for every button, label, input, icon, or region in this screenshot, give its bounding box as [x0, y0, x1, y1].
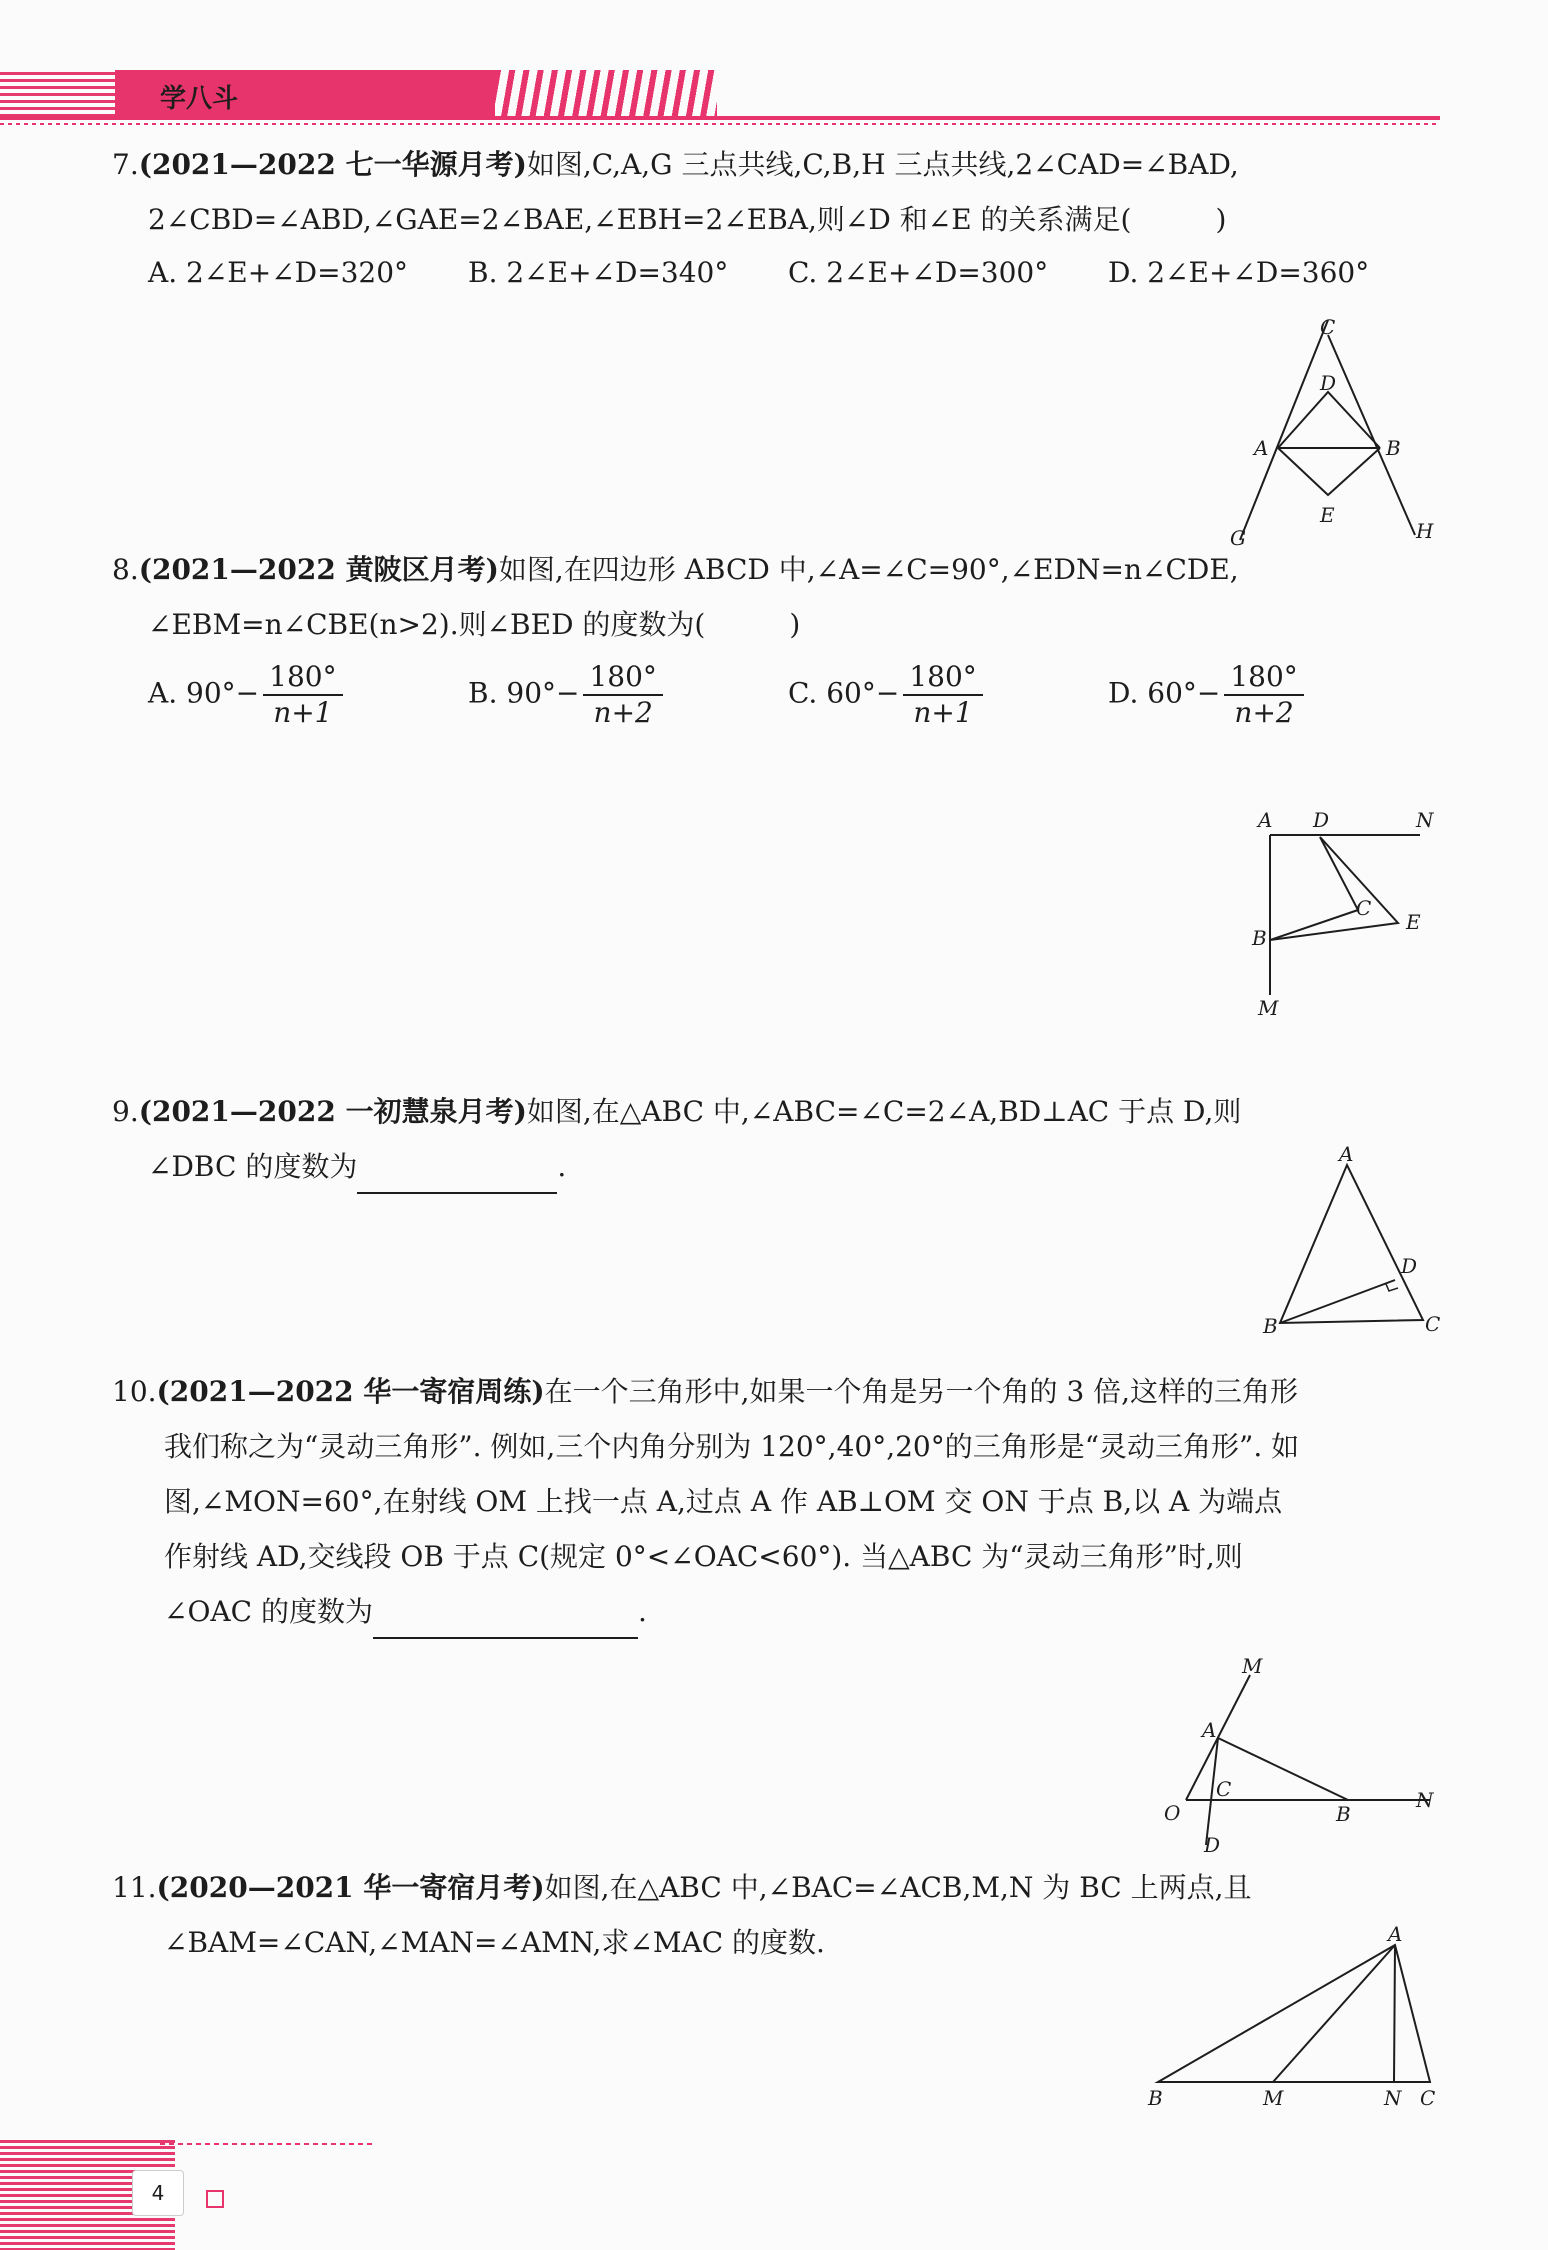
figure-q9 — [1255, 1142, 1450, 1345]
label-c: C — [1356, 896, 1372, 920]
label-n: N — [1416, 808, 1434, 832]
label-b: B — [1386, 436, 1401, 460]
header-dotted-rule — [0, 123, 1440, 125]
option-d: D. 60°− $\frac{180^\circ}{n+2}$ — [1108, 660, 1304, 730]
lines-de-eb — [1270, 837, 1398, 940]
question-source: (2020—2021 华一寄宿月考) — [156, 1871, 545, 1904]
right-angle-mark — [1386, 1284, 1398, 1291]
question-number: 9. — [112, 1095, 139, 1128]
answer-blank[interactable] — [373, 1607, 638, 1639]
label-n: N — [1416, 1788, 1434, 1812]
label-b: B — [1252, 926, 1267, 950]
line-bd — [1280, 1280, 1395, 1323]
question-7 — [112, 137, 1239, 247]
option-a: A. 90°− $\frac{180^\circ}{n+1}$ — [148, 660, 343, 730]
lines-ae-eb — [1278, 448, 1380, 495]
question-text: 如图,C,A,G 三点共线,C,B,H 三点共线,2∠CAD=∠BAD, — [526, 148, 1239, 181]
question-text: ∠EBM=n∠CBE(n>2).则∠BED 的度数为( ) — [148, 608, 801, 641]
label-d: D — [1313, 808, 1330, 832]
line-an — [1394, 1945, 1395, 2082]
question-text: ∠BAM=∠CAN,∠MAN=∠AMN,求∠MAC 的度数. — [164, 1926, 825, 1959]
label-g: G — [1230, 526, 1246, 550]
question-number: 7. — [112, 148, 139, 181]
question-text: 图,∠MON=60°,在射线 OM 上找一点 A,过点 A 作 AB⊥OM 交 ON 于点 B,以 A 为端点 — [164, 1485, 1283, 1518]
option-c: C. 60°− $\frac{180^\circ}{n+1}$ — [788, 660, 983, 730]
question-10: 10.(2021—2022 华一寄宿周练)在一个三角形中,如果一个角是另一个角的 3 倍,这样的三角形 我们称之为“灵动三角形”. 例如,三个内角分别为 120°,40°,20°的三角形是“灵动三角形”. 如 图,∠MON=60°,在射线 OM 上找一点 A,过点 A 作 AB⊥OM 交 ON 于点 B,以 A 为端点 作射线 AD,交线段 OB 于点 C(规定 0°<∠OAC<60°). 当△ABC 为“灵动三角形”时,则 ∠OAC 的度数为 . — [112, 1364, 1299, 1639]
footer-dotted-rule — [160, 2143, 375, 2145]
question-text: ∠DBC 的度数为 — [148, 1150, 358, 1183]
label-c: C — [1320, 315, 1336, 339]
label-a: A — [1258, 808, 1273, 832]
label-a: A — [1388, 1922, 1403, 1946]
figure-q7 — [1220, 315, 1450, 550]
question-9: 9.(2021—2022 一初慧泉月考)如图,在△ABC 中,∠ABC=∠C=2∠A,BD⊥AC 于点 D,则 ∠DBC 的度数为 . — [112, 1084, 1241, 1194]
label-b: B — [1148, 2086, 1163, 2110]
line-ab — [1218, 1738, 1348, 1800]
header-title: 学八斗 — [160, 84, 239, 114]
label-a: A — [1254, 436, 1269, 460]
question-number: 11. — [112, 1871, 157, 1904]
label-c: C — [1216, 1777, 1232, 1801]
question-number: 10. — [112, 1375, 157, 1408]
label-c: C — [1425, 1312, 1441, 1336]
label-b: B — [1336, 1802, 1351, 1826]
question-source: (2021—2022 一初慧泉月考) — [138, 1095, 527, 1128]
label-o: O — [1164, 1801, 1181, 1825]
line-am — [1273, 1945, 1395, 2082]
label-b: B — [1263, 1314, 1278, 1338]
question-text: 在一个三角形中,如果一个角是另一个角的 3 倍,这样的三角形 — [544, 1375, 1299, 1408]
question-text: 我们称之为“灵动三角形”. 例如,三个内角分别为 120°,40°,20°的三角形是“灵动三角形”. 如 — [164, 1430, 1300, 1463]
label-c: C — [1420, 2086, 1436, 2110]
header-stripes-left — [0, 72, 115, 118]
label-d: D — [1204, 1833, 1221, 1857]
question-text: 如图,在△ABC 中,∠ABC=∠C=2∠A,BD⊥AC 于点 D,则 — [526, 1095, 1242, 1128]
label-m: M — [1263, 2086, 1284, 2110]
label-m: M — [1258, 996, 1279, 1020]
question-source: (2021—2022 黄陂区月考) — [138, 553, 499, 586]
option-c: C. 2∠E+∠D=300° — [788, 256, 1049, 289]
line-cg — [1240, 320, 1328, 540]
label-h: H — [1416, 519, 1434, 543]
question-11 — [112, 1860, 1252, 1970]
question-source: (2021—2022 华一寄宿周练) — [156, 1375, 545, 1408]
header-rule — [0, 116, 1440, 120]
label-d: D — [1320, 371, 1337, 395]
label-e: E — [1320, 503, 1335, 527]
question-number: 8. — [112, 553, 139, 586]
question-text: 如图,在△ABC 中,∠BAC=∠ACB,M,N 为 BC 上两点,且 — [544, 1871, 1252, 1904]
question-text: 如图,在四边形 ABCD 中,∠A=∠C=90°,∠EDN=n∠CDE, — [498, 553, 1239, 586]
lines-dc-cb — [1270, 837, 1358, 940]
label-n: N — [1384, 2086, 1402, 2110]
question-8 — [112, 542, 1239, 652]
answer-blank[interactable] — [357, 1162, 557, 1194]
option-b: B. 2∠E+∠D=340° — [468, 256, 729, 289]
figure-q11 — [1140, 1915, 1445, 2115]
figure-q8 — [1240, 805, 1440, 1020]
page-number: 4 — [132, 2170, 184, 2216]
label-d: D — [1401, 1254, 1418, 1278]
question-source: (2021—2022 七一华源月考) — [138, 148, 527, 181]
option-b: B. 90°− $\frac{180^\circ}{n+2}$ — [468, 660, 663, 730]
triangle-abc — [1280, 1165, 1423, 1323]
triangle-abc — [1158, 1945, 1430, 2082]
question-text: ∠OAC 的度数为 — [164, 1595, 373, 1628]
figure-q10 — [1160, 1655, 1445, 1855]
question-text: 2∠CBD=∠ABD,∠GAE=2∠BAE,∠EBH=2∠EBA,则∠D 和∠E 的关系满足( ) — [148, 203, 1227, 236]
label-m: M — [1242, 1654, 1263, 1678]
line-ch — [1328, 335, 1415, 535]
header-stripes-right — [495, 70, 717, 118]
option-d: D. 2∠E+∠D=360° — [1108, 256, 1370, 289]
label-a: A — [1202, 1718, 1217, 1742]
option-a: A. 2∠E+∠D=320° — [148, 256, 409, 289]
footer-square-icon — [206, 2190, 224, 2208]
label-a: A — [1339, 1142, 1354, 1166]
question-text: 作射线 AD,交线段 OB 于点 C(规定 0°<∠OAC<60°). 当△ABC 为“灵动三角形”时,则 — [164, 1540, 1243, 1573]
label-e: E — [1406, 910, 1421, 934]
